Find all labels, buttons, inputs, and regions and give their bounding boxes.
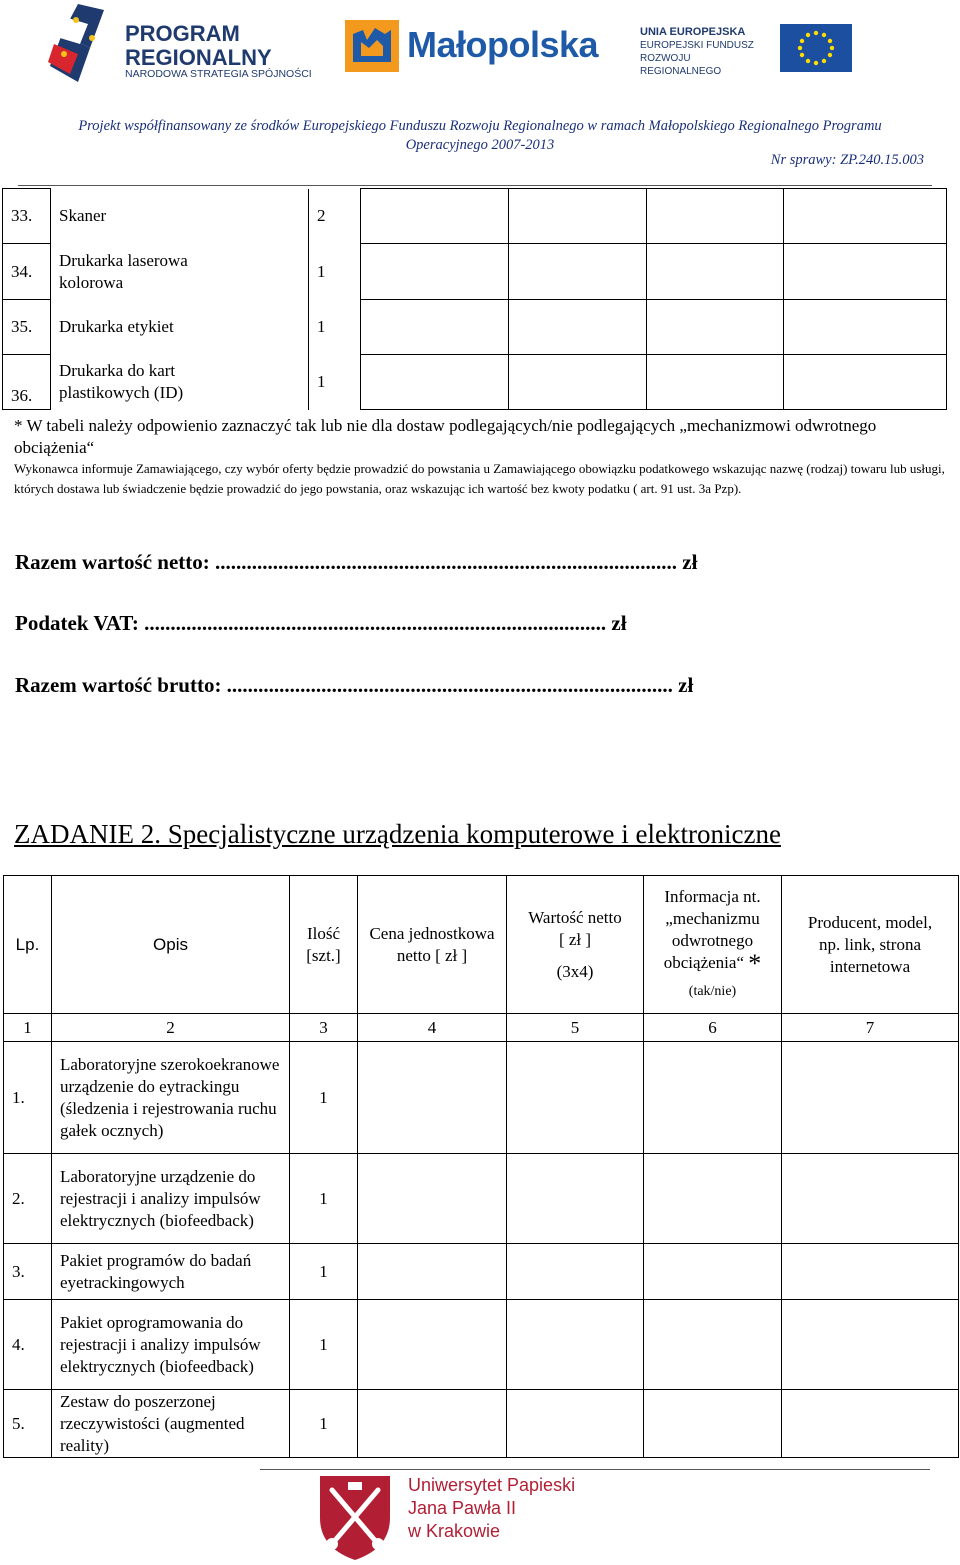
table-row [4,1244,959,1300]
header-wartosc-l1: Wartość netto [528,907,622,927]
total-vat: Podatek VAT: ........................................................................................ zł [15,611,627,635]
empty-cell [784,244,947,300]
row-lp: 5. [4,1390,52,1458]
header-opis: Opis [52,876,290,1014]
empty-cell [647,189,784,244]
row-desc: Laboratoryjne urządzenie do rejestracji i analizy impulsów elektrycznych (biofeedback) [52,1154,290,1244]
row-lp: 36. [3,355,51,410]
row-lp: 2. [4,1154,52,1244]
col-number: 7 [782,1014,959,1042]
row-name: Drukarka etykiet [51,300,309,355]
total-net: Razem wartość netto: ........................................................................................ zł [15,550,698,574]
contractor-note: Wykonawca informuje Zamawiającego, czy wybór oferty będzie prowadzić do powstania u Zamawiającego obowiązku podatkowego wskazując nazwę (rodzaj) towaru lub usługi, których dostawa lub świadczenie będzie prowadzić do jego powstania, oraz wskazując ich wartość bez kwoty podatku ( art. 91 ust. 3a Pzp). [14,461,945,496]
empty-cell [507,1154,644,1244]
row-qty: 1 [290,1042,358,1154]
logo-line-program: PROGRAM [125,21,240,46]
table-row [3,300,947,355]
row-name: Drukarka laserowa kolorowa [51,244,309,300]
table-row [3,189,947,244]
table-row [4,1154,959,1244]
empty-cell [647,300,784,355]
col-number: 3 [290,1014,358,1042]
col-number: 4 [358,1014,507,1042]
empty-cell [507,1244,644,1300]
header-info-l2-text: „mechanizmu odwrotnego obciążenia“ [663,909,760,972]
empty-cell [507,1390,644,1458]
eu-line-1: UNIA EUROPEJSKA [640,26,746,38]
header-info-l3: (tak/nie) [688,984,737,999]
items-table-continued [2,188,947,410]
table-row [4,1390,959,1458]
empty-cell [507,1300,644,1390]
row-name: Drukarka do kart plastikowych (ID) [51,355,309,410]
task-2-title: ZADANIE 2. Specjalistyczne urządzenia komputerowe i elektroniczne [14,819,781,849]
row-lp: 3. [4,1244,52,1300]
empty-cell [644,1244,782,1300]
empty-cell [784,355,947,410]
empty-cell [647,244,784,300]
empty-cell [644,1042,782,1154]
footer-divider [260,1469,930,1470]
project-line-2: Operacyjnego 2007-2013 [405,137,555,153]
row-lp: 35. [3,300,51,355]
row-desc: Zestaw do poszerzonej rzeczywistości (augmented reality) [52,1390,290,1458]
column-number-row [4,1014,959,1042]
empty-cell [644,1154,782,1244]
upjp-line-1: Uniwersytet Papieski [408,1475,576,1495]
papal-keys-emblem-icon [310,1472,400,1562]
header-lp: Lp. [4,876,52,1014]
row-lp: 4. [4,1300,52,1390]
empty-cell [782,1390,959,1458]
empty-cell [358,1154,507,1244]
empty-cell [509,300,647,355]
eu-logo [640,24,855,77]
row-lp: 34. [3,244,51,300]
empty-cell [358,1244,507,1300]
empty-cell [782,1154,959,1244]
row-lp: 1. [4,1042,52,1154]
upjp-logo [310,1472,640,1562]
table-header-row [4,876,959,1014]
col-number: 2 [52,1014,290,1042]
col-number: 6 [644,1014,782,1042]
malopolska-logo [345,20,605,72]
header-divider [18,185,932,186]
row-qty: 1 [317,317,326,336]
row-desc: Pakiet oprogramowania do rejestracji i analizy impulsów elektrycznych (biofeedback) [52,1300,290,1390]
eu-line-2: EUROPEJSKI FUNDUSZ [640,40,754,51]
program-regionalny-emblem-icon [48,4,118,82]
row-qty: 1 [317,261,326,281]
eu-line-3: ROZWOJU REGIONALNEGO [640,53,722,77]
row-qty: 2 [317,206,326,225]
header-cena: Cena jednostkowa netto [ zł ] [358,876,507,1014]
table-row [3,244,947,300]
header-info-l1: Informacja nt. [664,887,761,906]
malopolska-emblem-icon [345,20,399,72]
empty-cell [361,300,509,355]
empty-cell [784,189,947,244]
col-number: 1 [4,1014,52,1042]
header-wartosc [507,876,644,1014]
empty-cell [782,1042,959,1154]
row-qty: 1 [290,1244,358,1300]
logo-line-nss: NARODOWA STRATEGIA SPÓJNOŚCI [125,68,312,80]
header-ilosc: Ilość [szt.] [290,876,358,1014]
total-gross: Razem wartość brutto: ..................................................................................... zł [15,673,694,697]
case-number: Nr sprawy: ZP.240.15.003 [770,152,924,168]
empty-cell [507,1042,644,1154]
row-qty: 1 [290,1390,358,1458]
row-name: Skaner [51,189,309,244]
empty-cell [509,189,647,244]
upjp-line-2: Jana Pawła II [408,1498,517,1518]
empty-cell [361,355,509,410]
empty-cell [782,1244,959,1300]
row-lp: 33. [3,189,51,244]
program-regionalny-logo [48,4,313,82]
empty-cell [509,244,647,300]
star-note: * W tabeli należy odpowienio zaznaczyć tak lub nie dla dostaw podlegających/nie podlegających „mechanizmowi odwrotnego obciążenia“ [14,416,877,457]
empty-cell [358,1300,507,1390]
eu-flag-icon [780,24,852,72]
empty-cell [358,1390,507,1458]
empty-cell [784,300,947,355]
row-qty: 1 [290,1300,358,1390]
row-qty: 1 [317,372,326,391]
empty-cell [644,1300,782,1390]
empty-cell [358,1042,507,1154]
header-wartosc-l2: [ zł ] [558,929,592,949]
row-desc: Pakiet programów do badań eyetrackingowych [52,1244,290,1300]
row-desc: Laboratoryjne szerokoekranowe urządzenie do eytrackingu (śledzenia i rejestrowania ruchu gałek ocznych) [52,1042,290,1154]
header-info-star: * [748,949,762,978]
empty-cell [361,244,509,300]
header-producent: Producent, model, np. link, strona internetowa [782,876,959,1014]
empty-cell [782,1300,959,1390]
empty-cell [647,355,784,410]
empty-cell [644,1390,782,1458]
logo-line-regionalny: REGIONALNY [125,45,272,70]
empty-cell [361,189,509,244]
upjp-line-3: w Krakowie [408,1521,501,1541]
table-row [4,1300,959,1390]
malopolska-wordmark: Małopolska [407,24,599,65]
header-info [644,876,782,1014]
row-qty: 1 [290,1154,358,1244]
header-wartosc-l3: (3x4) [556,961,594,981]
table-row [4,1042,959,1154]
project-line-1: Projekt współfinansowany ze środków Europejskiego Funduszu Rozwoju Regionalnego w ramach Małopolskiego Regionalnego Programu [78,118,882,134]
empty-cell [509,355,647,410]
task-2-table [3,875,959,1458]
project-cofinancing-note [0,117,960,155]
col-number: 5 [507,1014,644,1042]
table-row [3,355,947,410]
header-info-l2 [644,908,781,978]
